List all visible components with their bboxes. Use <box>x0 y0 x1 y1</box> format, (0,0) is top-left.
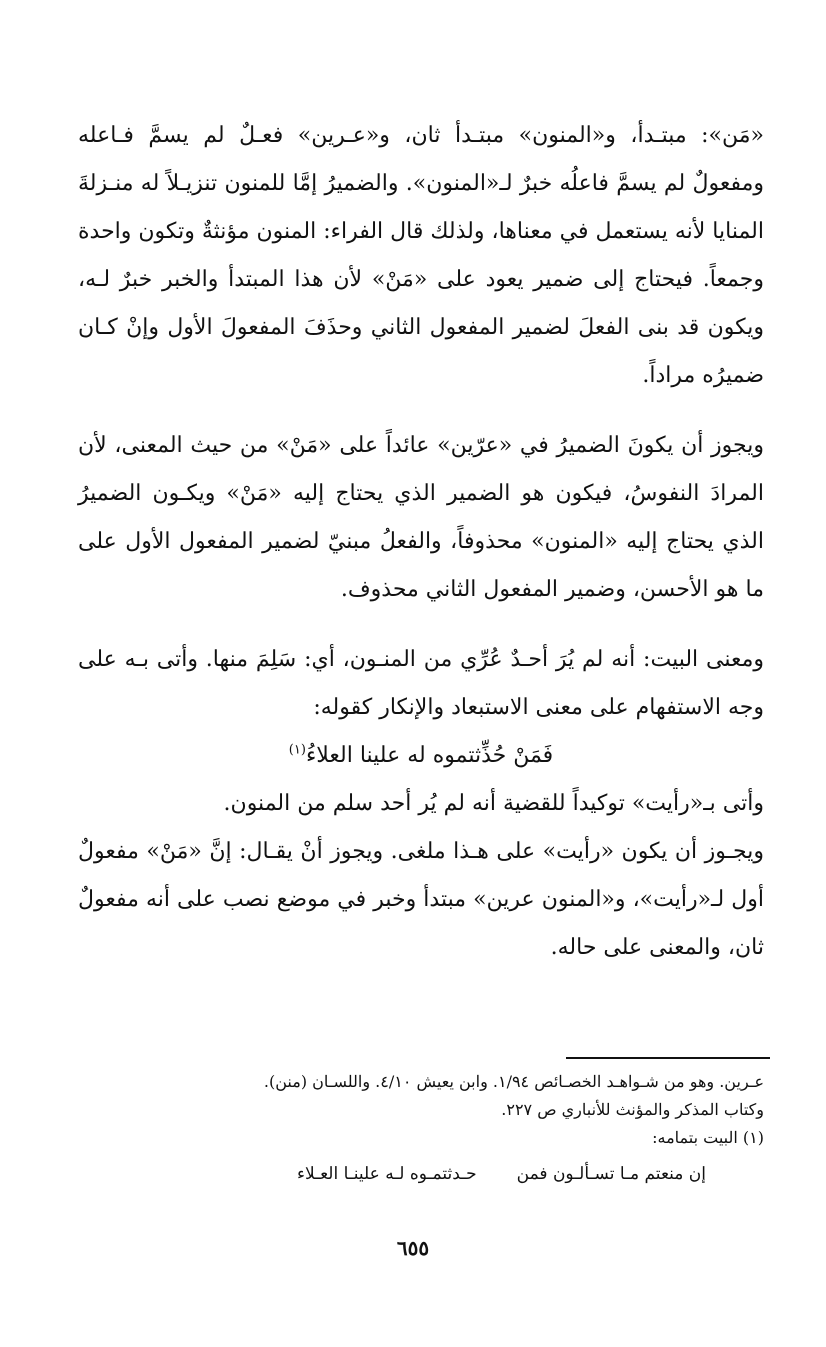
paragraph-3: ومعنى البيت: أنه لم يُرَ أحـدٌ عُرِّي من المنـون، أي: سَلِمَ منها. وأتى بـه على وجه الاستفهام على معنى الاستبعاد والإنكار كقوله: <box>78 647 764 720</box>
paragraph-2: ويجوز أن يكونَ الضميرُ في «عرّين» عائداً على «مَنْ» من حيث المعنى، لأن المرادَ النفوسُ، فيكون هو الضمير الذي يحتاج إليه «مَنْ» ويكـون الضميرُ الذي يحتاج إليه «المنون» محذوفاً، والفعلُ مبنيّ لضمير المفعول الأول على ما هو الأحسن، وضمير المفعول الثاني محذوف. <box>78 433 764 602</box>
verse-first-hemistich: إن منعتم مـا تسـألـون فمن <box>516 1164 706 1184</box>
footnote-line-2: وكتاب المذكر والمؤنث للأنباري ص ٢٢٧. <box>501 1100 764 1119</box>
paragraph-5: ويجـوز أن يكون «رأيت» على هـذا ملغى. ويجوز أنْ يقـال: إنَّ «مَنْ» مفعولٌ أول لـ«رأيت»، و«المنون عرين» مبتدأ وخبر في موضع نصب على أنه مفعولٌ ثان، والمعنى على حاله. <box>78 839 764 960</box>
verse-text: فَمَنْ حُذِّثتموه له علينا العلاءُ <box>305 743 554 768</box>
paragraph-gap <box>78 400 764 422</box>
page-number: ٦٥٥ <box>396 1236 430 1260</box>
quoted-verse <box>78 732 764 780</box>
paragraph-1: «مَن»: مبتـدأ، و«المنون» مبتـدأ ثان، و«عـرين» فعـلٌ لم يسمَّ فـاعله ومفعولٌ لم يسمَّ فاعلُه خبرٌ لـ«المنون». والضميرُ إمَّا للمنون تنزيـلاً له منـزلةَ المنايا لأنه يستعمل في معناها، ولذلك قال الفراء: المنون مؤنثةٌ وتكون واحدة وجمعاً. فيحتاج إلى ضمير يعود على «مَنْ» لأن هذا المبتدأ والخبر خبرٌ لـه، ويكون قد بنى الفعلَ لضمير المفعول الثاني وحذَفَ المفعولَ الأول وإنْ كـان ضميرُه مراداً. <box>78 123 764 388</box>
paragraph-4: وأتى بـ«رأيت» توكيداً للقضية أنه لم يُر أحد سلم من المنون. <box>223 791 764 816</box>
footnote-verse <box>100 1160 764 1188</box>
footnote-line-3: (١) البيت بتمامه: <box>652 1128 764 1147</box>
main-text <box>78 112 764 972</box>
footnote-reference: (١) <box>288 742 306 758</box>
footnotes <box>100 1068 764 1188</box>
paragraph-gap <box>78 614 764 636</box>
verse-second-hemistich: حـدثتمـوه لـه علينـا العـلاء <box>296 1164 477 1184</box>
footnote-line-1: عـرين. وهو من شـواهـد الخصـائص ١/٩٤. وابن يعيش ٤/١٠. واللسـان (منن). <box>263 1072 764 1091</box>
footnote-divider <box>566 1057 770 1059</box>
